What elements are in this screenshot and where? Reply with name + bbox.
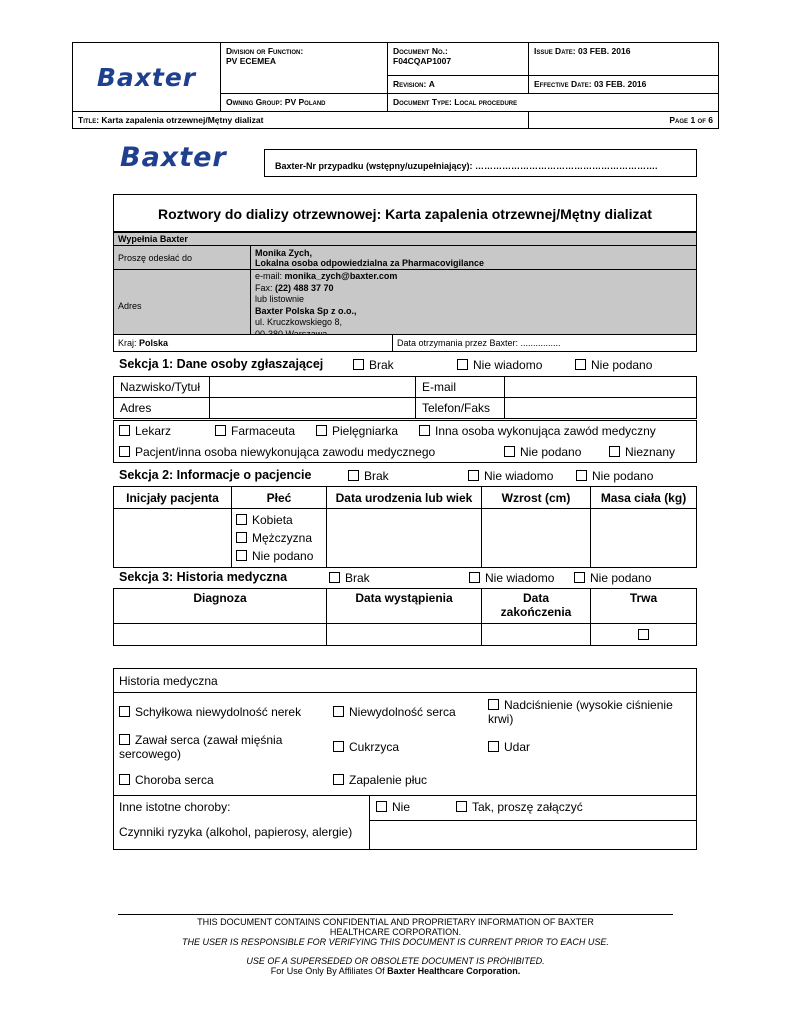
role-unknown[interactable] <box>609 445 675 459</box>
option-label: Nie wiadomo <box>485 571 555 585</box>
effective-value: 03 FEB. 2016 <box>593 79 647 89</box>
checkbox[interactable] <box>119 774 130 785</box>
checkbox[interactable] <box>215 425 226 436</box>
checkbox[interactable] <box>376 801 387 812</box>
checkbox[interactable] <box>488 741 499 752</box>
doctype-value: Local procedure <box>454 97 518 107</box>
form-title: Roztwory do dializy otrzewnowej: Karta zapalenia otrzewnej/Mętny dializat <box>158 206 652 222</box>
footer-rule <box>118 914 673 915</box>
email-label: E-mail <box>416 377 505 398</box>
sex-label: Nie podano <box>252 549 314 563</box>
end-input[interactable] <box>482 624 591 646</box>
section2-unknown-option[interactable] <box>468 469 553 483</box>
role-label: Nie podano <box>520 445 582 459</box>
role-label: Pielęgniarka <box>332 424 399 438</box>
history-esrd[interactable] <box>119 705 301 719</box>
country-cell <box>114 335 393 352</box>
checkbox[interactable] <box>119 425 130 436</box>
patient-table <box>113 486 697 568</box>
history-item-label: Niewydolność serca <box>349 705 456 719</box>
history-item-label: Udar <box>504 740 531 754</box>
send-to-name: Monika Zych, <box>255 247 313 258</box>
option-label: Nie podano <box>590 571 652 585</box>
sex-label: Kobieta <box>252 513 293 527</box>
footer-line4-prefix: For Use Only By Affiliates Of <box>270 966 388 976</box>
section1-not-given-option[interactable] <box>575 358 652 372</box>
issue-date-cell <box>529 43 719 76</box>
checkbox[interactable] <box>456 801 467 812</box>
history-pneumonia[interactable] <box>333 773 427 787</box>
checkbox[interactable] <box>333 706 344 717</box>
checkbox[interactable] <box>316 425 327 436</box>
col-onset: Data wystąpienia <box>327 589 482 624</box>
sex-male[interactable] <box>236 529 322 547</box>
division-label: Division or Function: <box>226 46 304 56</box>
sex-not-given[interactable] <box>236 547 322 565</box>
checkbox[interactable] <box>488 699 499 710</box>
revision-label: Revision: <box>393 79 427 89</box>
col-weight: Masa ciała (kg) <box>591 487 697 509</box>
page-label: Page <box>669 115 689 125</box>
checkbox[interactable] <box>609 446 620 457</box>
email-input[interactable] <box>505 377 697 398</box>
page-cell <box>529 112 719 129</box>
diagnosis-table <box>113 588 697 646</box>
other-yes-option[interactable] <box>456 800 583 814</box>
address-field-label: Adres <box>114 398 210 419</box>
owning-group-cell <box>221 94 388 112</box>
history-item-label: Schyłkowa niewydolność nerek <box>135 705 302 719</box>
header-logo-cell <box>73 43 221 112</box>
col-initials: Inicjały pacjenta <box>114 487 232 509</box>
footer-line4 <box>118 966 673 976</box>
option-label: Nie <box>392 800 411 814</box>
role-label: Inna osoba wykonująca zawód medyczny <box>435 424 656 438</box>
title-label: Title: <box>78 115 100 125</box>
effective-label: Effective Date: <box>534 79 592 89</box>
issue-value: 03 FEB. 2016 <box>577 46 631 56</box>
col-end: Data zakończenia <box>482 589 591 624</box>
history-item-label: Zapalenie płuc <box>349 773 428 787</box>
history-item-label: Nadciśnienie (wysokie ciśnienie krwi) <box>488 698 673 726</box>
checkbox[interactable] <box>575 359 586 370</box>
owning-value: PV Poland <box>284 97 326 107</box>
checkbox[interactable] <box>236 532 247 543</box>
ongoing-cell <box>591 624 697 646</box>
other-divider <box>113 795 697 796</box>
role-label: Lekarz <box>135 424 172 438</box>
col-ongoing: Trwa <box>591 589 697 624</box>
option-label: Tak, proszę załączyć <box>472 800 583 814</box>
col-sex: Płeć <box>232 487 327 509</box>
footer-line3: USE OF A SUPERSEDED OR OBSOLETE DOCUMENT IS PROHIBITED. <box>246 956 545 966</box>
footer <box>118 917 673 976</box>
history-title: Historia medyczna <box>119 674 218 688</box>
doctype-label: Document Type: <box>393 97 452 107</box>
dob-input[interactable] <box>327 509 482 568</box>
history-item-label: Zawał serca (zawał mięśnia sercowego) <box>119 733 283 761</box>
role-patient[interactable] <box>119 445 435 459</box>
checkbox[interactable] <box>457 359 468 370</box>
role-pharmacist[interactable] <box>215 424 295 438</box>
address-input[interactable] <box>210 398 416 419</box>
sex-label: Mężczyzna <box>252 531 313 545</box>
checkbox[interactable] <box>236 514 247 525</box>
checkbox[interactable] <box>576 470 587 481</box>
title-value: Karta zapalenia otrzewnej/Mętny dializat <box>101 115 264 125</box>
option-label: Brak <box>369 358 394 372</box>
case-number-label: Baxter-Nr przypadku (wstępny/uzupełniający): ……………………………………………………. <box>275 161 658 171</box>
checkbox[interactable] <box>333 741 344 752</box>
address-label: Adres <box>114 270 251 342</box>
sex-options <box>232 509 327 568</box>
doctype-cell <box>388 94 719 112</box>
email-prefix: e-mail: <box>255 271 285 281</box>
role-label: Farmaceuta <box>231 424 296 438</box>
checkbox[interactable] <box>348 470 359 481</box>
section3-title: Sekcja 3: Historia medyczna <box>119 570 288 584</box>
checkbox[interactable] <box>353 359 364 370</box>
option-label: Nie podano <box>591 358 653 372</box>
docno-label: Document No.: <box>393 46 448 56</box>
name-input[interactable] <box>210 377 416 398</box>
section3-unknown-option[interactable] <box>469 571 554 585</box>
option-label: Brak <box>364 469 389 483</box>
section2-title: Sekcja 2: Informacje o pacjencie <box>119 468 312 482</box>
option-label: Nie podano <box>592 469 654 483</box>
revision-cell <box>388 76 529 94</box>
role-nurse[interactable] <box>316 424 398 438</box>
checkbox[interactable] <box>333 774 344 785</box>
country-value: Polska <box>139 338 169 348</box>
initials-input[interactable] <box>114 509 232 568</box>
section1-none-option[interactable] <box>353 358 394 372</box>
option-label: Nie wiadomo <box>484 469 554 483</box>
revision-value: A <box>428 79 435 89</box>
onset-input[interactable] <box>327 624 482 646</box>
diagnosis-input[interactable] <box>114 624 327 646</box>
baxter-email: monika_zych@baxter.com <box>284 271 398 281</box>
send-to-role: Lokalna osoba odpowiedzialna za Pharmacovigilance <box>255 257 485 268</box>
checkbox[interactable] <box>574 572 585 583</box>
checkbox[interactable] <box>236 550 247 561</box>
page-of: of <box>697 115 706 125</box>
option-label: Brak <box>345 571 370 585</box>
section2-not-given-option[interactable] <box>576 469 653 483</box>
role-label: Pacjent/inna osoba niewykonująca zawodu medycznego <box>135 445 436 459</box>
history-diabetes[interactable] <box>333 740 399 754</box>
history-divider <box>113 692 697 693</box>
case-number-box[interactable] <box>264 149 697 177</box>
role-not-given[interactable] <box>504 445 581 459</box>
page-total: 6 <box>708 115 713 125</box>
document-header <box>72 42 719 129</box>
checkbox[interactable] <box>329 572 340 583</box>
role-physician[interactable] <box>119 424 171 438</box>
title-cell <box>73 112 529 129</box>
reporter-table <box>113 376 697 419</box>
section3-not-given-option[interactable] <box>574 571 651 585</box>
col-diagnosis: Diagnoza <box>114 589 327 624</box>
col-dob: Data urodzenia lub wiek <box>327 487 482 509</box>
company-name: Baxter Polska Sp z o.o., <box>255 305 357 316</box>
baxter-logo: Baxter <box>96 62 197 92</box>
weight-input[interactable] <box>591 509 697 568</box>
send-to-value <box>251 246 697 270</box>
other-no-option[interactable] <box>376 800 410 814</box>
docno-cell <box>388 43 529 76</box>
form-title-box <box>113 194 697 232</box>
height-input[interactable] <box>482 509 591 568</box>
role-label: Nieznany <box>625 445 676 459</box>
section3-none-option[interactable] <box>329 571 370 585</box>
baxter-fill-table <box>113 232 697 342</box>
risk-factors-input[interactable] <box>370 821 696 849</box>
ongoing-checkbox[interactable] <box>638 629 649 640</box>
owning-label: Owning Group: <box>226 97 283 107</box>
section1-unknown-option[interactable] <box>457 358 542 372</box>
history-heart-disease[interactable] <box>119 773 214 787</box>
history-mi[interactable] <box>119 733 319 761</box>
name-label: Nazwisko/Tytuł <box>114 377 210 398</box>
division-cell <box>221 43 388 94</box>
section1-title: Sekcja 1: Dane osoby zgłaszającej <box>119 357 324 371</box>
division-value: PV ECEMEA <box>226 56 277 66</box>
checkbox[interactable] <box>469 572 480 583</box>
footer-line1: THIS DOCUMENT CONTAINS CONFIDENTIAL AND PROPRIETARY INFORMATION OF BAXTER HEALTHCARE CORPORATION. <box>197 917 594 937</box>
country-label: Kraj: <box>118 338 140 348</box>
checkbox[interactable] <box>119 734 130 745</box>
footer-line4-bold: Baxter Healthcare Corporation. <box>387 966 521 976</box>
phone-input[interactable] <box>505 398 697 419</box>
checkbox[interactable] <box>468 470 479 481</box>
role-other-hcp[interactable] <box>419 424 656 438</box>
docno-value: F04CQAP1007 <box>393 56 452 66</box>
page-num: 1 <box>690 115 696 125</box>
risk-factors-label: Czynniki ryzyka (alkohol, papierosy, alergie) <box>119 825 353 839</box>
country-row <box>113 334 697 352</box>
checkbox[interactable] <box>504 446 515 457</box>
company-street: ul. Kruczkowskiego 8, <box>255 317 343 327</box>
address-value <box>251 270 697 342</box>
other-diseases-label: Inne istotne choroby: <box>119 800 231 814</box>
option-label: Nie wiadomo <box>473 358 543 372</box>
sex-female[interactable] <box>236 511 322 529</box>
history-item-label: Choroba serca <box>135 773 214 787</box>
section2-none-option[interactable] <box>348 469 389 483</box>
history-heart-failure[interactable] <box>333 705 456 719</box>
history-item-label: Cukrzyca <box>349 740 400 754</box>
or-mail-text: lub listownie <box>255 294 305 304</box>
received-date-cell[interactable] <box>393 335 697 352</box>
baxter-logo-large: Baxter <box>120 142 227 173</box>
checkbox[interactable] <box>419 425 430 436</box>
col-height: Wzrost (cm) <box>482 487 591 509</box>
send-to-label: Proszę odesłać do <box>114 246 251 270</box>
fill-by-label: Wypełnia Baxter <box>114 233 697 246</box>
history-stroke[interactable] <box>488 740 530 754</box>
fax-prefix: Fax: <box>255 282 276 293</box>
checkbox[interactable] <box>119 446 130 457</box>
baxter-fax: (22) 488 37 70 <box>275 282 334 293</box>
footer-line2: THE USER IS RESPONSIBLE FOR VERIFYING THIS DOCUMENT IS CURRENT PRIOR TO EACH USE. <box>182 937 609 947</box>
effective-date-cell <box>529 76 719 94</box>
received-date-label: Data otrzymania przez Baxter: ................ <box>397 338 561 348</box>
phone-label: Telefon/Faks <box>416 398 505 419</box>
history-hypertension[interactable] <box>488 698 688 726</box>
checkbox[interactable] <box>119 706 130 717</box>
issue-label: Issue Date: <box>534 46 576 56</box>
